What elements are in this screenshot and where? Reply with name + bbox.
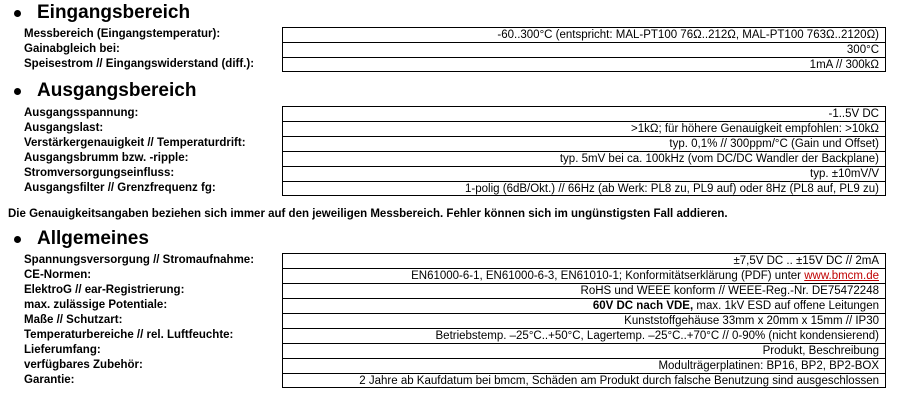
spec-label: Messbereich (Eingangstemperatur): xyxy=(24,28,221,40)
spec-value: EN61000-6-1, EN61000-6-3, EN61010-1; Konformitätserklärung (PDF) unter www.bmcm.de xyxy=(282,268,886,283)
spec-label: Ausgangslast: xyxy=(24,122,104,134)
bullet-icon xyxy=(14,236,21,243)
spec-label: Maße // Schutzart: xyxy=(24,314,123,326)
spec-label: Lieferumfang: xyxy=(24,344,101,356)
spec-label: Speisestrom // Eingangswiderstand (diff.): xyxy=(24,58,255,70)
spec-row xyxy=(24,166,886,181)
spec-label: Ausgangsbrumm bzw. -ripple: xyxy=(24,152,189,164)
spec-label: Ausgangsfilter // Grenzfrequenz fg: xyxy=(24,182,216,194)
spec-value: Modulträgerplatinen: BP16, BP2, BP2-BOX xyxy=(282,358,886,373)
spec-label: CE-Normen: xyxy=(24,269,92,281)
spec-value: -1..5V DC xyxy=(282,106,886,121)
spec-row xyxy=(24,136,886,151)
spec-row xyxy=(24,151,886,166)
section-heading-ausgangsbereich: Ausgangsbereich xyxy=(8,80,196,102)
spec-label: Stromversorgungseinfluss: xyxy=(24,167,175,179)
spec-value: Betriebstemp. –25°C..+50°C, Lagertemp. –25°C..+70°C // 0-90% (nicht kondensierend) xyxy=(282,328,886,343)
spec-value: typ. 5mV bei ca. 100kHz (vom DC/DC Wandler der Backplane) xyxy=(282,151,886,166)
spec-row xyxy=(24,373,886,388)
spec-value: 60V DC nach VDE, max. 1kV ESD auf offene Leitungen xyxy=(282,298,886,313)
accuracy-note: Die Genauigkeitsangaben beziehen sich immer auf den jeweiligen Messbereich. Fehler können sich im ungünstigsten Fall addieren. xyxy=(8,208,728,220)
bullet-icon xyxy=(14,10,21,17)
spec-row xyxy=(24,313,886,328)
spec-row xyxy=(24,358,886,373)
spec-value: typ. ±10mV/V xyxy=(282,166,886,181)
spec-label: max. zulässige Potentiale: xyxy=(24,299,168,311)
spec-value: ±7,5V DC .. ±15V DC // 2mA xyxy=(282,253,886,268)
spec-row xyxy=(24,106,886,121)
spec-row xyxy=(24,283,886,298)
spec-value: Kunststoffgehäuse 33mm x 20mm x 15mm // IP30 xyxy=(282,313,886,328)
spec-row xyxy=(24,253,886,268)
spec-row xyxy=(24,42,886,57)
spec-label: Ausgangsspannung: xyxy=(24,107,139,119)
bullet-icon xyxy=(14,88,21,95)
spec-row xyxy=(24,121,886,136)
spec-label: ElektroG // ear-Registrierung: xyxy=(24,284,185,296)
spec-value: 2 Jahre ab Kaufdatum bei bmcm, Schäden am Produkt durch falsche Benutzung sind ausgeschlossen xyxy=(282,373,886,388)
spec-value: typ. 0,1% // 300ppm/°C (Gain und Offset) xyxy=(282,136,886,151)
spec-label: Verstärkergenauigkeit // Temperaturdrift: xyxy=(24,137,246,149)
spec-label: Spannungsversorgung // Stromaufnahme: xyxy=(24,254,255,266)
spec-row xyxy=(24,268,886,283)
spec-row xyxy=(24,57,886,72)
spec-value: RoHS und WEEE konform // WEEE-Reg.-Nr. DE75472248 xyxy=(282,283,886,298)
section-heading-allgemeines: Allgemeines xyxy=(8,228,149,250)
spec-row xyxy=(24,27,886,42)
spec-label: verfügbares Zubehör: xyxy=(24,359,143,371)
spec-label: Temperaturbereiche // rel. Luftfeuchte: xyxy=(24,329,234,341)
spec-value: 1mA // 300kΩ xyxy=(282,57,886,72)
spec-label: Gainabgleich bei: xyxy=(24,43,120,55)
spec-row xyxy=(24,343,886,358)
spec-row xyxy=(24,328,886,343)
spec-row xyxy=(24,181,886,196)
spec-value: 300°C xyxy=(282,42,886,57)
spec-value: -60..300°C (entspricht: MAL-PT100 76Ω..212Ω, MAL-PT100 763Ω..2120Ω) xyxy=(282,27,886,42)
spec-value: 1-polig (6dB/Okt.) // 66Hz (ab Werk: PL8 zu, PL9 auf) oder 8Hz (PL8 auf, PL9 zu) xyxy=(282,181,886,196)
section-heading-eingangsbereich: Eingangsbereich xyxy=(8,2,190,24)
spec-value: Produkt, Beschreibung xyxy=(282,343,886,358)
bmcm-link[interactable]: www.bmcm.de xyxy=(804,270,879,282)
spec-label: Garantie: xyxy=(24,374,75,386)
spec-row xyxy=(24,298,886,313)
spec-value: >1kΩ; für höhere Genauigkeit empfohlen: >10kΩ xyxy=(282,121,886,136)
